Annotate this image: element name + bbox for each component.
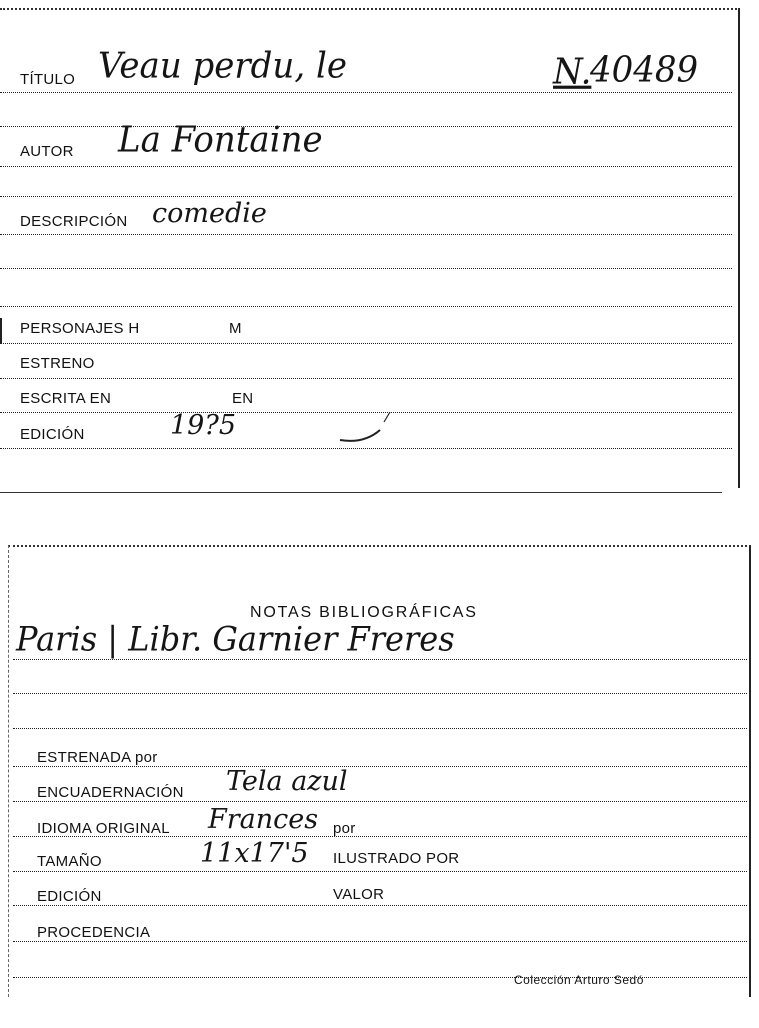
autor-value: La Fontaine — [118, 119, 323, 161]
numero-prefix: N. — [553, 51, 592, 93]
escrita-label: ESCRITA EN — [20, 390, 112, 407]
ruled-line — [0, 306, 732, 307]
edicion-value: 19?5 — [170, 410, 237, 441]
edicion-line — [13, 905, 747, 906]
valor-label: VALOR — [333, 886, 385, 903]
edicion-line — [0, 448, 732, 449]
estreno-label: ESTRENO — [20, 355, 95, 372]
descripcion-line — [0, 234, 732, 235]
notes-line — [13, 659, 747, 660]
personajes-line — [0, 343, 732, 344]
personajes-label: PERSONAJES H — [20, 320, 140, 337]
ruled-line — [13, 728, 747, 729]
notes-value: Paris | Libr. Garnier Freres — [16, 619, 455, 659]
notas-heading: NOTAS BIBLIOGRÁFICAS — [250, 604, 478, 621]
tamano-value: 11x17'5 — [200, 838, 309, 869]
encuadernacion-line — [13, 801, 747, 802]
idioma-label: IDIOMA ORIGINAL — [37, 820, 170, 837]
procedencia-line — [13, 941, 747, 942]
ruled-line — [0, 268, 732, 269]
left-edge-mark — [0, 318, 2, 344]
card-front-bottom-edge — [0, 492, 722, 493]
encuadernacion-value: Tela azul — [226, 766, 348, 797]
ruled-line — [13, 693, 747, 694]
titulo-value: Veau perdu, le — [98, 45, 347, 87]
tamano-line — [13, 871, 747, 872]
ink-stroke-mark — [336, 408, 396, 448]
autor-label: AUTOR — [20, 143, 74, 160]
titulo-label: TÍTULO — [20, 71, 76, 88]
personajes-m-label: M — [229, 320, 242, 337]
edicion-label: EDICIÓN — [20, 426, 85, 443]
estreno-line — [0, 378, 732, 379]
idioma-por-label: por — [333, 820, 356, 837]
estrenada-line — [13, 766, 747, 767]
escrita-en-label: EN — [232, 390, 254, 407]
estrenada-label: ESTRENADA por — [37, 749, 158, 766]
collection-credit: Colección Arturo Sedó — [514, 973, 644, 987]
edicion-back-label: EDICIÓN — [37, 888, 102, 905]
ilustrado-label: ILUSTRADO POR — [333, 850, 460, 867]
tamano-label: TAMAÑO — [37, 853, 102, 870]
ruled-line — [0, 126, 732, 127]
autor-line — [0, 166, 732, 167]
numero-value: 40489 — [590, 49, 699, 91]
encuadernacion-label: ENCUADERNACIÓN — [37, 784, 184, 801]
descripcion-label: DESCRIPCIÓN — [20, 213, 128, 230]
procedencia-label: PROCEDENCIA — [37, 924, 151, 941]
descripcion-value: comedie — [152, 198, 267, 229]
titulo-line — [0, 92, 732, 93]
idioma-value: Frances — [208, 804, 319, 835]
ruled-line — [0, 196, 732, 197]
